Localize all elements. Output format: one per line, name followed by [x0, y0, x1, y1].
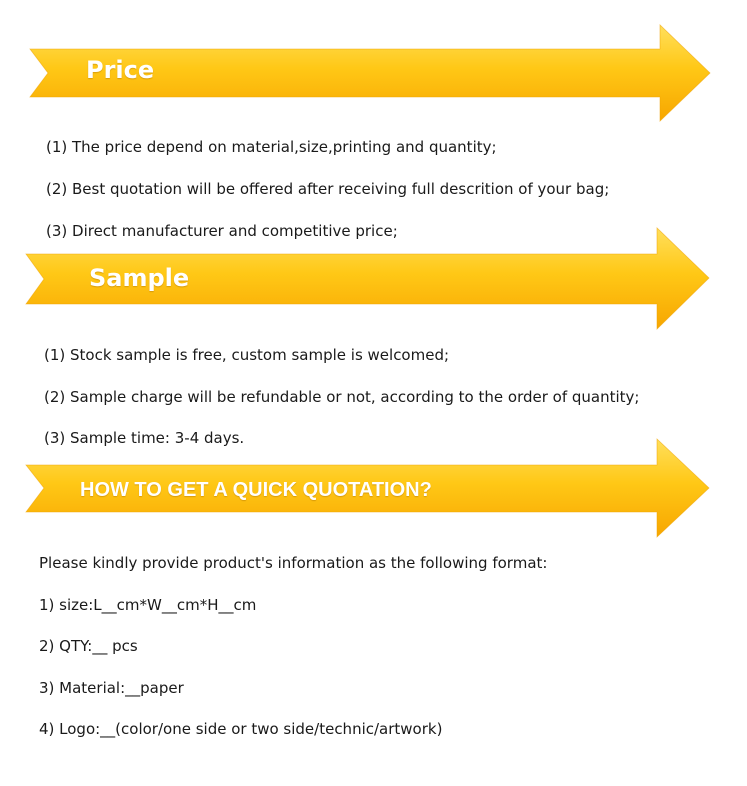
price-item: (1) The price depend on material,size,printing and quantity; [46, 138, 497, 156]
sample-item: (3) Sample time: 3-4 days. [44, 429, 245, 447]
quotation-intro: Please kindly provide product's information as the following format: [39, 554, 548, 572]
price-title: Price [86, 56, 155, 84]
quotation-item: 4) Logo:__(color/one side or two side/technic/artwork) [39, 720, 443, 738]
quotation-title: HOW TO GET A QUICK QUOTATION? [80, 479, 432, 501]
price-banner [0, 22, 747, 122]
quotation-item: 1) size:L__cm*W__cm*H__cm [39, 596, 257, 614]
sample-banner [0, 226, 747, 331]
sample-item: (2) Sample charge will be refundable or not, according to the order of quantity; [44, 388, 640, 406]
sample-title: Sample [89, 264, 190, 292]
sample-item: (1) Stock sample is free, custom sample is welcomed; [44, 346, 450, 364]
quotation-item: 2) QTY:__ pcs [39, 637, 138, 655]
quotation-banner [0, 438, 747, 538]
price-item: (3) Direct manufacturer and competitive price; [46, 222, 398, 240]
price-item: (2) Best quotation will be offered after receiving full descrition of your bag; [46, 180, 610, 198]
quotation-item: 3) Material:__paper [39, 679, 184, 697]
